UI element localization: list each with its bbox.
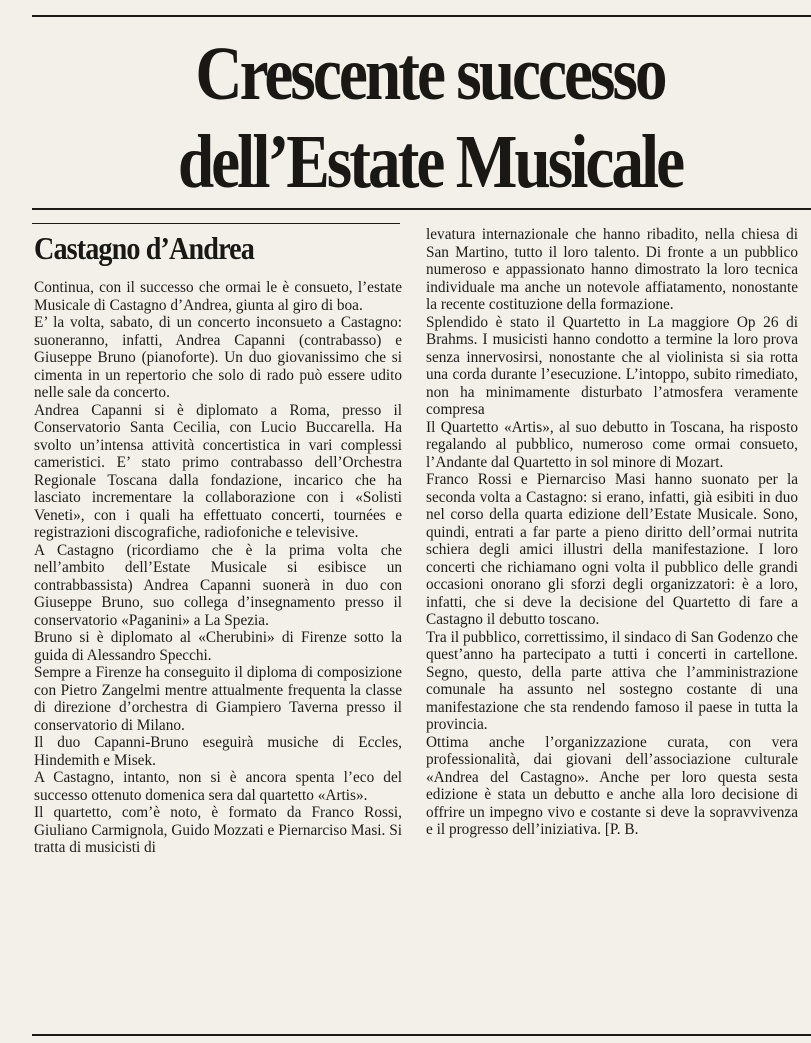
left-paragraph-7: Il duo Capanni-Bruno eseguirà musiche di Eccles, Hindemith e Misek.: [34, 734, 402, 769]
headline: [112, 30, 748, 206]
right-paragraph-1: levatura internazionale che hanno ribadito, nella chiesa di San Martino, tutto il loro talento. Di fronte a un pubblico numeroso e appassionato hanno dimostrato la loro tecnica individuale ma anche un notevole affiatamento, nonostante la recente costituzione della formazione.: [426, 226, 798, 313]
bottom-rule: [32, 1034, 811, 1036]
left-paragraph-3: Andrea Capanni si è diplomato a Roma, presso il Conservatorio Santa Cecilia, con Lucio Buccarella. Ha svolto un’intensa attività concertistica in vari complessi cameristici. E’ stato primo contrabasso dell’Orchestra Regionale Toscana dalla fondazione, incarico che ha lasciato incrementare la collaborazione con i «Solisti Veneti», con i quali ha effettuato concerti, tournées e registrazioni discografiche, radiofoniche e televisive.: [34, 401, 402, 541]
right-paragraph-6: Ottima anche l’organizzazione curata, con vera professionalità, dai giovani dell’associazione culturale «Andrea del Castagno». Anche per loro questa sesta edizione è stata un debutto e anche alla loro decisione di offrire un impegno vivo e costante si deve la sopravvivenza e il progresso dell’iniziativa. [P. B.: [426, 733, 798, 838]
right-paragraph-5: Tra il pubblico, correttissimo, il sindaco di San Godenzo che quest’anno ha partecipato a tutti i concerti in cartellone. Segno, questo, della parte attiva che l’amministrazione comunale ha assunto nel sostegno costante di una manifestazione che sta rendendo famoso il paese in tutta la provincia.: [426, 628, 798, 733]
headline-line-1: Crescente successo: [195, 32, 665, 116]
dateline-heading: Castagno d’Andrea: [34, 230, 254, 266]
top-rule: [32, 15, 811, 17]
headline-line-2: dell’Estate Musicale: [177, 120, 683, 204]
left-column: [34, 279, 402, 857]
left-paragraph-5: Bruno si è diplomato al «Cherubini» di Firenze sotto la guida di Alessandro Specchi.: [34, 629, 402, 664]
right-paragraph-3: Il Quartetto «Artis», al suo debutto in Toscana, ha risposto regalando al pubblico, numeroso come ormai consueto, l’Andante dal Quartetto in sol minore di Mozart.: [426, 418, 798, 471]
left-paragraph-8: A Castagno, intanto, non si è ancora spenta l’eco del successo ottenuto domenica sera dal quartetto «Artis».: [34, 769, 402, 804]
headline-rule: [32, 208, 811, 210]
left-paragraph-9: Il quartetto, com’è noto, è formato da Franco Rossi, Giuliano Carmignola, Guido Mozzati e Piernarciso Masi. Si tratta di musicisti di: [34, 804, 402, 856]
left-paragraph-2: E’ la volta, sabato, di un concerto inconsueto a Castagno: suoneranno, infatti, Andrea Capanni (contrabasso) e Giuseppe Bruno (pianoforte). Un duo giovanissimo che si cimenta in un repertorio che solo di rado può essere udito nelle sale da concerto.: [34, 314, 402, 401]
right-column: [426, 226, 798, 839]
right-paragraph-2: Splendido è stato il Quartetto in La maggiore Op 26 di Brahms. I musicisti hanno condotto a termine la loro prova senza innervosirsi, nonostante che al violinista si sia rotta una corda durante l’esecuzione. L’intoppo, subito rimediato, non ha minimamente disturbato l’atmosfera veramente compresa: [426, 313, 798, 418]
left-paragraph-1: Continua, con il successo che ormai le è consueto, l’estate Musicale di Castagno d’Andrea, giunta al giro di boa.: [34, 279, 402, 314]
left-paragraph-4: A Castagno (ricordiamo che è la prima volta che nell’ambito dell’Estate Musicale si esibisce un contrabbassista) Andrea Capanni suonerà in duo con Giuseppe Bruno, suo collega d’insegnamento presso il conservatorio «Paganini» a La Spezia.: [34, 541, 402, 629]
left-paragraph-6: Sempre a Firenze ha conseguito il diploma di composizione con Pietro Zangelmi mentre attualmente frequenta la classe di direzione d’orchestra di Giampiero Taverna presso il conservatorio di Milano.: [34, 664, 402, 734]
dateline-rule: [32, 223, 400, 224]
right-paragraph-4: Franco Rossi e Piernarciso Masi hanno suonato per la seconda volta a Castagno: si erano, infatti, già esibiti in duo nel corso della quarta edizione dell’Estate Musicale. Sono, quindi, entrati a far parte a pieno diritto dell’ormai nutrita schiera degli amici illustri della manifestazione. I loro concerti che richiamano ogni volta il pubblico delle grandi occasioni onorano gli sforzi degli organizzatori: è a loro, infatti, che si deve la decisione del Quartetto di fare a Castagno il debutto toscano.: [426, 471, 798, 628]
